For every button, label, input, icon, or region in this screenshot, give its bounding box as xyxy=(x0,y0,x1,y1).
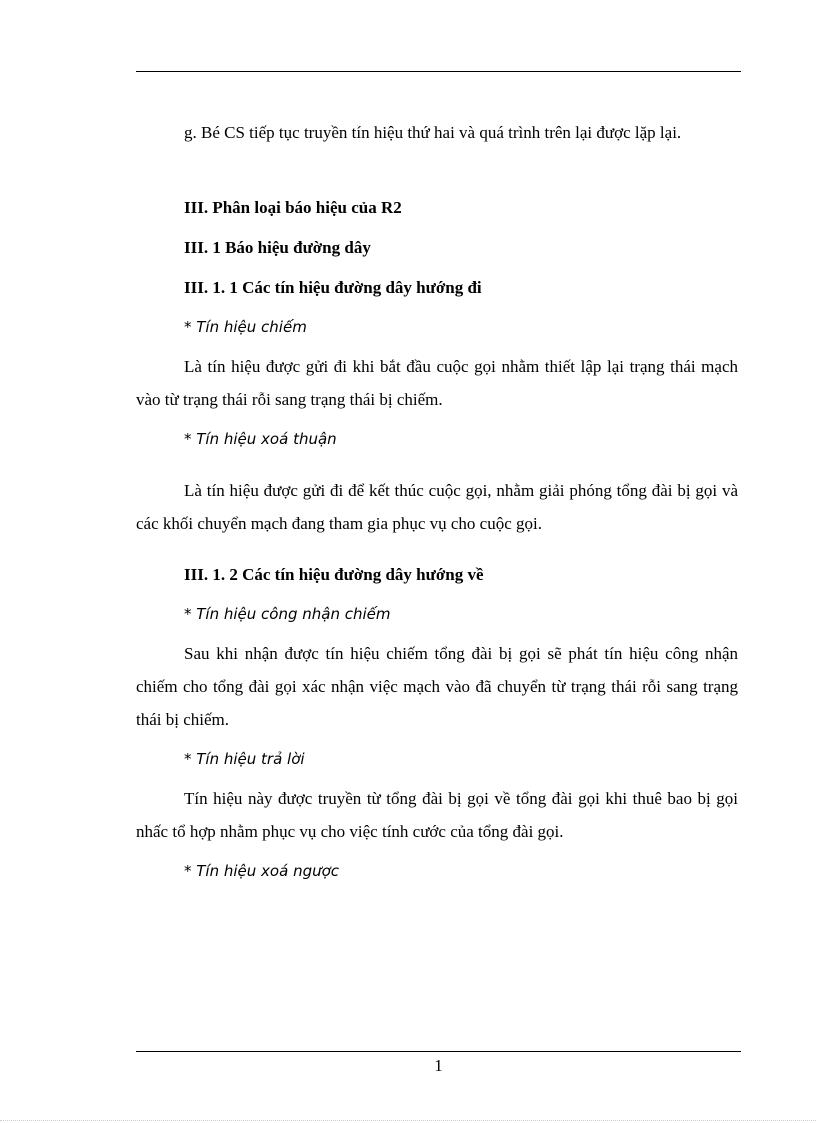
note-clear-back-signal: * Tín hiệu xoá ngược xyxy=(184,862,340,880)
paragraph-seizure-ack-signal: Sau khi nhận được tín hiệu chiếm tổng đài bị gọi sẽ phát tín hiệu công nhận chiếm cho tổng đài gọi xác nhận việc mạch vào đã chuyển từ trạng thái rỗi sang trạng thái bị chiếm. xyxy=(136,644,738,729)
note-clear-forward-signal: * Tín hiệu xoá thuận xyxy=(184,430,337,448)
page-bottom-border xyxy=(0,1120,816,1121)
note-seizure-signal: * Tín hiệu chiếm xyxy=(184,318,307,336)
footer-rule xyxy=(136,1051,741,1052)
paragraph-seizure-signal: Là tín hiệu được gửi đi khi bắt đầu cuộc gọi nhằm thiết lập lại trạng thái mạch vào từ trạng thái rỗi sang trạng thái bị chiếm. xyxy=(136,357,738,409)
heading-forward-line-signals: III. 1. 1 Các tín hiệu đường dây hướng đi xyxy=(184,278,482,297)
paragraph-retransmit: g. Bé CS tiếp tục truyền tín hiệu thứ hai và quá trình trên lại được lặp lại. xyxy=(184,123,682,142)
heading-line-signaling: III. 1 Báo hiệu đường dây xyxy=(184,238,371,257)
heading-backward-line-signals: III. 1. 2 Các tín hiệu đường dây hướng về xyxy=(184,565,484,584)
paragraph-answer-signal: Tín hiệu này được truyền từ tổng đài bị gọi về tổng đài gọi khi thuê bao bị gọi nhấc tổ hợp nhằm phục vụ cho việc tính cước của tổng đài gọi. xyxy=(136,789,738,841)
note-answer-signal: * Tín hiệu trả lời xyxy=(184,750,305,768)
note-seizure-ack-signal: * Tín hiệu công nhận chiếm xyxy=(184,605,391,623)
header-rule xyxy=(136,71,741,72)
page-number: 1 xyxy=(434,1056,443,1075)
heading-r2-classification: III. Phân loại báo hiệu của R2 xyxy=(184,198,402,217)
paragraph-clear-forward-signal: Là tín hiệu được gửi đi để kết thúc cuộc gọi, nhằm giải phóng tổng đài bị gọi và các khối chuyển mạch đang tham gia phục vụ cho cuộc gọi. xyxy=(136,481,738,533)
